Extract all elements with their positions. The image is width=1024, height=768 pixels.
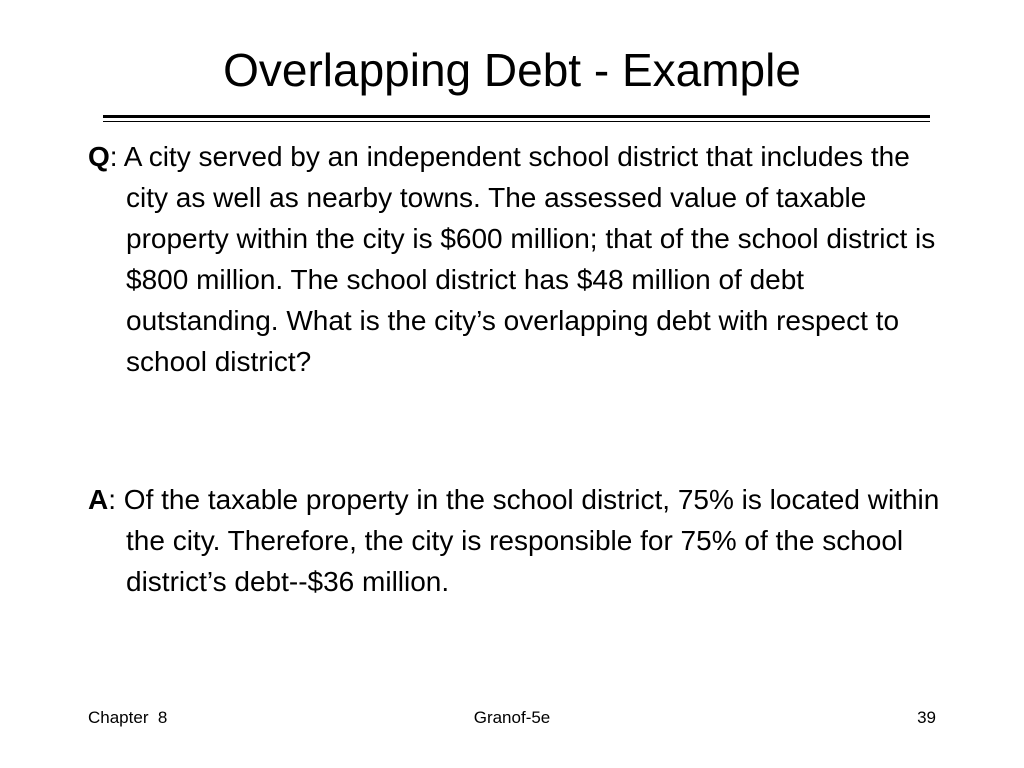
answer-label: A [88, 484, 109, 515]
question-label: Q [88, 141, 110, 172]
answer-text: : Of the taxable property in the school district, 75% is located within the city. Therefore, the city is responsible for 75% of the school district’s debt--$36 million. [108, 484, 940, 597]
footer-page-number: 39 [917, 708, 936, 727]
title-divider-thick [103, 115, 930, 118]
title-divider-thin [103, 121, 930, 122]
slide-title: Overlapping Debt - Example [223, 44, 801, 96]
footer-source: Granof-5e [473, 708, 551, 727]
question-text: : A city served by an independent school district that includes the city as well as nearby towns. The assessed value of taxable property within the city is $600 million; that of the school district is $800 million. The school district has $48 million of debt outstanding. What is the city’s overlapping debt with respect to school district? [109, 141, 936, 377]
footer-chapter: Chapter 8 [88, 708, 168, 727]
question-paragraph [88, 136, 948, 382]
answer-paragraph [88, 479, 948, 602]
